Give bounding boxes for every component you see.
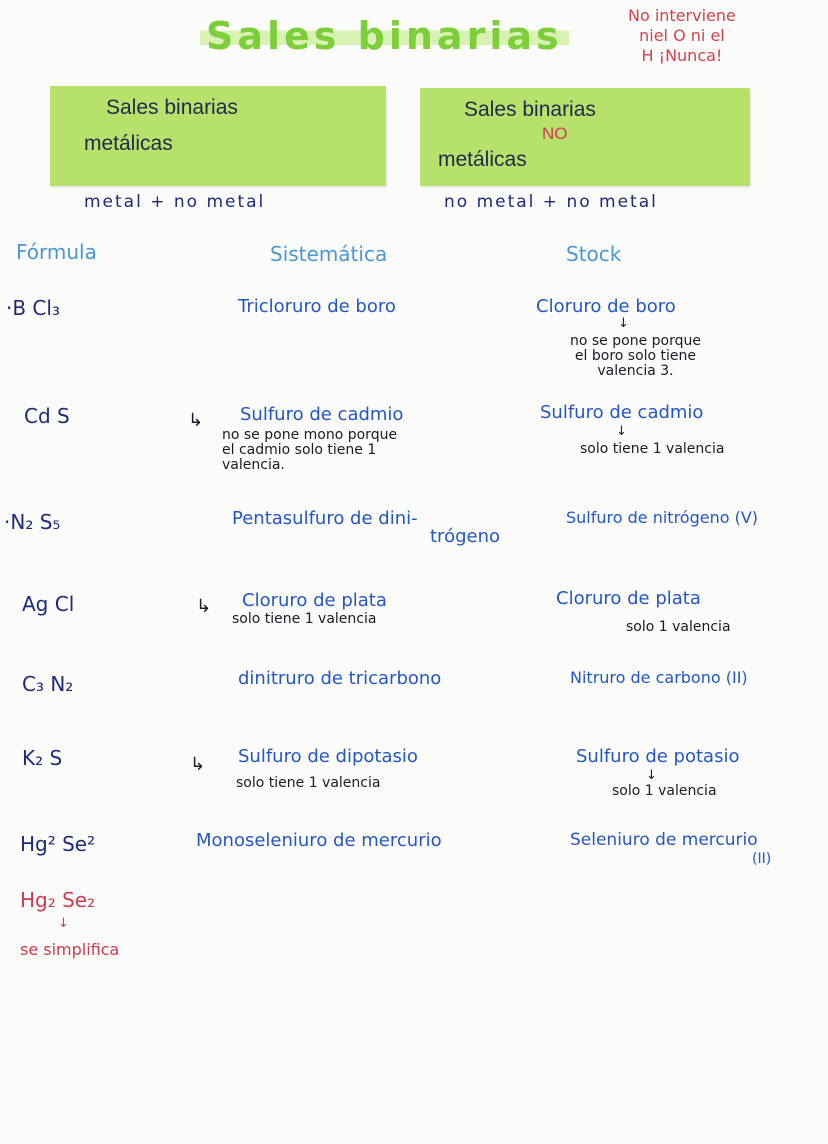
simplify-note: se simplifica bbox=[20, 940, 120, 959]
sistematica-cell: Tricloruro de boro bbox=[238, 296, 396, 317]
sistematica-note: solo tiene 1 valencia bbox=[232, 611, 377, 627]
box-line: Sales binarias bbox=[106, 96, 238, 119]
sistematica-cell: Cloruro de plata bbox=[242, 590, 387, 611]
note-line: niel O ni el bbox=[639, 26, 725, 45]
formula-cell: ·N₂ S₅ bbox=[4, 510, 61, 534]
note-line: valencia. bbox=[222, 457, 285, 473]
warning-note bbox=[628, 6, 736, 66]
formula-cell: ·B Cl₃ bbox=[6, 296, 60, 320]
box-no-metalicas bbox=[420, 88, 750, 186]
note-line: valencia 3. bbox=[597, 363, 674, 379]
note-line: H ¡Nunca! bbox=[641, 46, 723, 65]
sistematica-cont: trógeno bbox=[430, 526, 500, 547]
note-line: el boro solo tiene bbox=[574, 348, 697, 364]
stock-cell: Sulfuro de cadmio bbox=[540, 402, 704, 423]
box-no-label: NO bbox=[542, 124, 568, 143]
stock-cell: Sulfuro de nitrógeno (V) bbox=[566, 508, 759, 527]
stock-note bbox=[570, 334, 701, 379]
sistematica-cell: Sulfuro de cadmio bbox=[240, 404, 404, 425]
formula-cell: C₃ N₂ bbox=[22, 672, 74, 696]
down-arrow-icon: ↓ bbox=[616, 424, 627, 439]
formula-cell: K₂ S bbox=[22, 746, 63, 770]
formula-cell: Hg² Se² bbox=[20, 832, 96, 856]
page-title: Sales binarias bbox=[200, 14, 569, 58]
stock-cell: Sulfuro de potasio bbox=[576, 746, 740, 767]
stock-sub: (II) bbox=[752, 851, 772, 867]
sistematica-cell: dinitruro de tricarbono bbox=[238, 668, 442, 689]
box-line: Sales binarias bbox=[464, 98, 596, 121]
stock-note: solo 1 valencia bbox=[626, 619, 731, 635]
sistematica-note bbox=[222, 428, 397, 473]
stock-note: solo 1 valencia bbox=[612, 783, 717, 799]
sistematica-cell: Sulfuro de dipotasio bbox=[238, 746, 418, 767]
sub-metalicas: metal + no metal bbox=[84, 192, 266, 212]
note-line: no se pone mono porque bbox=[222, 427, 398, 443]
sistematica-cell: Pentasulfuro de dini- bbox=[232, 508, 418, 529]
sub-no-metalicas: no metal + no metal bbox=[444, 192, 658, 212]
stock-cell: Cloruro de boro bbox=[536, 296, 676, 317]
bracket-arrow-icon: ↳ bbox=[196, 596, 212, 617]
header-formula: Fórmula bbox=[16, 240, 97, 264]
stock-cell: Seleniuro de mercurio bbox=[570, 830, 758, 850]
bracket-arrow-icon: ↳ bbox=[188, 410, 204, 431]
stock-cell: Cloruro de plata bbox=[556, 588, 701, 609]
sistematica-note: solo tiene 1 valencia bbox=[236, 775, 381, 791]
down-arrow-icon: ↓ bbox=[646, 768, 657, 783]
simplified-formula: Hg₂ Se₂ bbox=[20, 888, 96, 912]
formula-cell: Ag Cl bbox=[22, 592, 75, 616]
sistematica-cell: Monoseleniuro de mercurio bbox=[196, 830, 442, 851]
note-line: el cadmio solo tiene 1 bbox=[222, 442, 377, 458]
note-line: No interviene bbox=[628, 6, 736, 25]
box-metalicas bbox=[50, 86, 386, 186]
stock-note: solo tiene 1 valencia bbox=[580, 441, 725, 457]
down-arrow-icon: ↓ bbox=[618, 316, 629, 331]
note-line: no se pone porque bbox=[570, 333, 701, 349]
box-line: metálicas bbox=[84, 132, 173, 155]
stock-cell: Nitruro de carbono (II) bbox=[570, 668, 748, 687]
formula-cell: Cd S bbox=[24, 404, 70, 428]
arrow-icon: ↓ bbox=[58, 916, 69, 931]
header-stock: Stock bbox=[566, 242, 622, 266]
header-sistematica: Sistemática bbox=[270, 242, 388, 266]
box-line: metálicas bbox=[438, 148, 527, 171]
bracket-arrow-icon: ↳ bbox=[190, 754, 206, 775]
